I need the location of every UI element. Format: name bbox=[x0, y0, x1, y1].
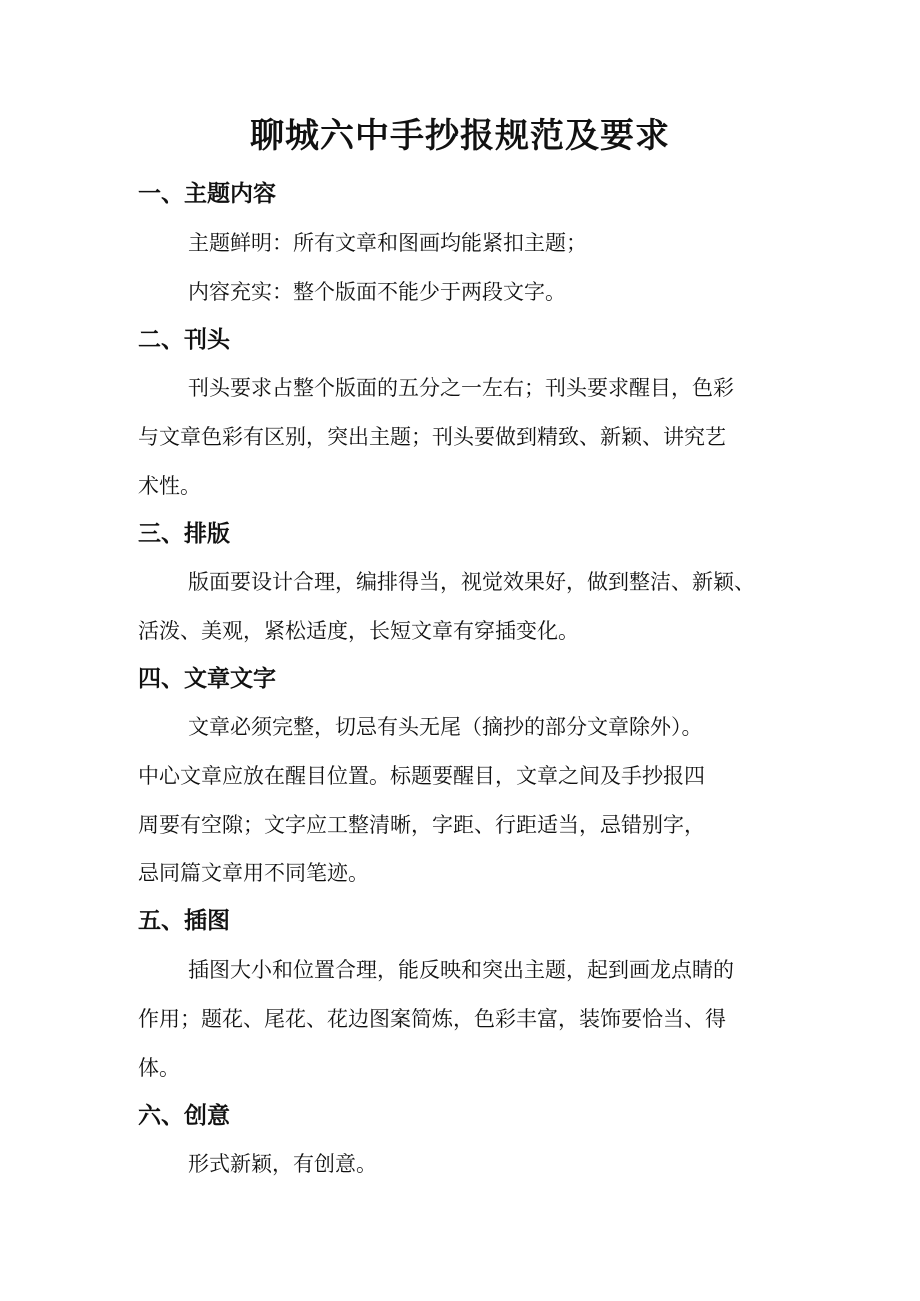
paragraph-line: 插图大小和位置合理，能反映和突出主题，起到画龙点睛的 bbox=[188, 958, 734, 982]
section-heading-theme: 一、主题内容 bbox=[138, 181, 276, 207]
paragraph-line: 术性。 bbox=[138, 474, 201, 498]
paragraph-line: 活泼、美观，紧松适度，长短文章有穿插变化。 bbox=[138, 619, 579, 643]
paragraph-line: 版面要设计合理，编排得当，视觉效果好，做到整洁、新颖、 bbox=[188, 570, 755, 594]
paragraph-line: 内容充实：整个版面不能少于两段文字。 bbox=[188, 280, 566, 304]
paragraph-line: 文章必须完整，切忌有头无尾（摘抄的部分文章除外）。 bbox=[188, 715, 703, 739]
paragraph-line: 周要有空隙；文字应工整清晰，字距、行距适当，忌错别字， bbox=[138, 813, 705, 837]
paragraph-line: 体。 bbox=[138, 1056, 180, 1080]
paragraph-line: 忌同篇文章用不同笔迹。 bbox=[138, 861, 369, 885]
section-heading-illustration: 五、插图 bbox=[138, 908, 230, 934]
paragraph-line: 形式新颖，有创意。 bbox=[188, 1152, 377, 1176]
section-heading-masthead: 二、刊头 bbox=[138, 327, 230, 353]
paragraph-line: 主题鲜明：所有文章和图画均能紧扣主题； bbox=[188, 231, 587, 255]
paragraph-line: 作用；题花、尾花、花边图案简炼，色彩丰富，装饰要恰当、得 bbox=[138, 1007, 726, 1031]
section-heading-creativity: 六、创意 bbox=[138, 1103, 230, 1129]
paragraph-line: 中心文章应放在醒目位置。标题要醒目，文章之间及手抄报四 bbox=[138, 764, 705, 788]
section-heading-text: 四、文章文字 bbox=[138, 666, 276, 692]
section-heading-layout: 三、排版 bbox=[138, 521, 230, 547]
paragraph-line: 与文章色彩有区别，突出主题；刊头要做到精致、新颖、讲究艺 bbox=[138, 425, 726, 449]
document-title: 聊城六中手抄报规范及要求 bbox=[250, 116, 670, 156]
paragraph-line: 刊头要求占整个版面的五分之一左右；刊头要求醒目，色彩 bbox=[188, 376, 734, 400]
